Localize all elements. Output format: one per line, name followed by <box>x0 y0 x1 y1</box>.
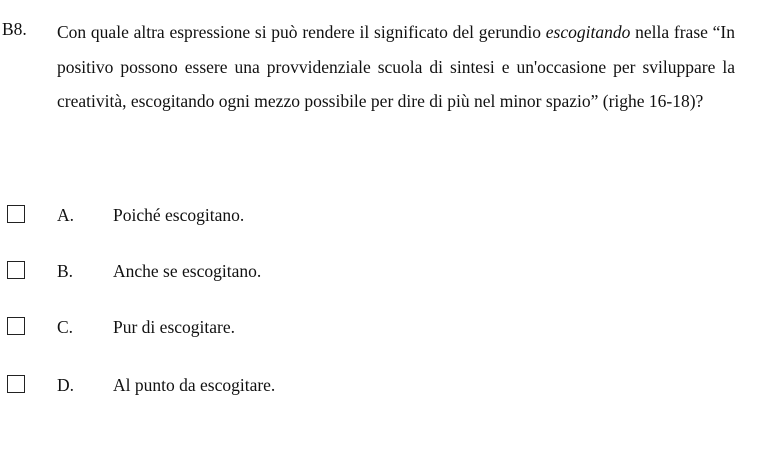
option-c-checkbox[interactable] <box>7 317 25 335</box>
option-b-letter: B. <box>57 261 74 281</box>
option-d[interactable] <box>0 370 500 404</box>
option-a[interactable] <box>0 200 500 234</box>
option-c[interactable] <box>0 312 500 346</box>
question-text-after: nella frase “In positivo possono essere una provvidenziale scuola di sintesi e un'occasione per sviluppare la creatività, escogitando ogni mezzo possibile per dire di più nel minor spazio” (righe 16-18)? <box>57 22 736 111</box>
option-b[interactable] <box>0 256 500 290</box>
option-b-text: Anche se escogitano. <box>113 261 262 281</box>
option-a-text: Poiché escogitano. <box>113 205 245 225</box>
option-d-letter: D. <box>57 375 75 395</box>
option-a-checkbox[interactable] <box>7 205 25 223</box>
option-c-text: Pur di escogitare. <box>113 317 235 337</box>
question-text-italic: escogitando <box>545 22 631 42</box>
option-d-text: Al punto da escogitare. <box>113 375 276 395</box>
option-b-checkbox[interactable] <box>7 261 25 279</box>
option-a-letter: A. <box>57 205 75 225</box>
question-text <box>57 15 735 119</box>
option-d-checkbox[interactable] <box>7 375 25 393</box>
option-c-letter: C. <box>57 317 74 337</box>
question-number: B8. <box>2 19 27 39</box>
question-text-before: Con quale altra espressione si può rendere il significato del gerundio <box>57 22 546 42</box>
